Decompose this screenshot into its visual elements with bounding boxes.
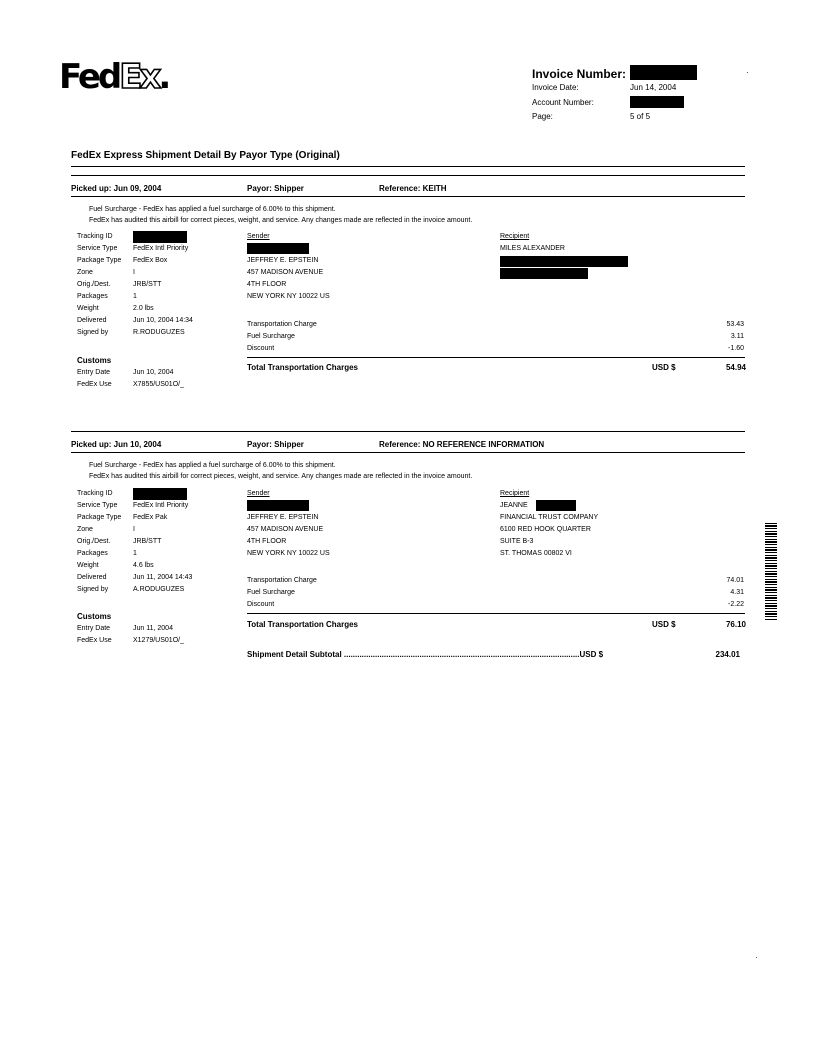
title-rule: [71, 166, 745, 167]
shipment-1-note-fuel: Fuel Surcharge - FedEx has applied a fuel surcharge of 6.00% to this shipment.: [89, 206, 336, 213]
weight-value: 4.6 lbs: [133, 562, 154, 569]
package-type-value: FedEx Pak: [133, 514, 168, 521]
shipment-2-payor: Payor: Shipper: [247, 440, 304, 449]
label-transportation-charge: Transportation Charge: [247, 321, 317, 328]
entry-date-value: Jun 10, 2004: [133, 369, 174, 376]
fuel-surcharge-value: 4.31: [730, 589, 744, 596]
label-signed-by: Signed by: [77, 329, 109, 336]
discount-value: -1.60: [728, 345, 744, 352]
total-currency: USD $: [652, 363, 676, 372]
service-type-value: FedEx Intl Priority: [133, 502, 189, 509]
shipment-1-header-rule: [71, 196, 745, 197]
fedex-use-value: X1279/US01O/_: [133, 637, 184, 644]
fuel-surcharge-value: 3.11: [730, 333, 744, 340]
shipment-2-reference: Reference: NO REFERENCE INFORMATION: [379, 440, 545, 449]
transportation-charge-value: 53.43: [726, 321, 744, 328]
signed-by-value: R.RODUGUZES: [133, 329, 185, 336]
sender-line-2: 457 MADISON AVENUE: [247, 269, 324, 276]
account-number-redaction: [630, 96, 684, 108]
label-delivered: Delivered: [77, 574, 107, 581]
logo-ex: Ex: [119, 57, 159, 97]
label-transportation-charge: Transportation Charge: [247, 577, 317, 584]
sender-line-3: 4TH FLOOR: [247, 538, 287, 545]
fedex-use-value: X7855/US01O/_: [133, 381, 184, 388]
sender-line-4: NEW YORK NY 10022 US: [247, 550, 330, 557]
label-discount: Discount: [247, 601, 275, 608]
logo-dot: .: [158, 57, 169, 97]
stray-mark-bottom: ·: [755, 953, 758, 962]
tracking-id-redaction: [133, 231, 187, 243]
transportation-charge-value: 74.01: [726, 577, 744, 584]
recipient-line-5: ST. THOMAS 00802 VI: [500, 550, 572, 557]
recipient-line-2: FINANCIAL TRUST COMPANY: [500, 514, 599, 521]
shipment-2-top-rule: [71, 431, 745, 432]
service-type-value: FedEx Intl Priority: [133, 245, 189, 252]
label-delivered: Delivered: [77, 317, 107, 324]
shipment-2-picked-up: Picked up: Jun 10, 2004: [71, 440, 162, 449]
label-signed-by: Signed by: [77, 586, 109, 593]
label-weight: Weight: [77, 562, 99, 569]
label-recipient: Recipient: [500, 490, 530, 497]
invoice-date-label: Invoice Date:: [532, 83, 579, 92]
label-total-charges: Total Transportation Charges: [247, 363, 358, 372]
label-orig-dest: Orig./Dest.: [77, 281, 111, 288]
label-orig-dest: Orig./Dest.: [77, 538, 111, 545]
charges-rule: [247, 613, 745, 614]
orig-dest-value: JRB/STT: [133, 281, 162, 288]
shipment-1-reference: Reference: KEITH: [379, 184, 447, 193]
packages-value: 1: [133, 550, 137, 557]
subtotal-value: 234.01: [715, 650, 740, 659]
sender-line-1: JEFFREY E. EPSTEIN: [247, 514, 319, 521]
shipment-2-header-rule: [71, 452, 745, 453]
label-total-charges: Total Transportation Charges: [247, 620, 358, 629]
shipment-1-note-audit: FedEx has audited this airbill for correct pieces, weight, and service. Any changes made are reflected in the invoice amount.: [89, 217, 473, 224]
label-zone: Zone: [77, 526, 93, 533]
recipient-redaction-1: [500, 256, 628, 267]
label-fuel-surcharge: Fuel Surcharge: [247, 589, 295, 596]
invoice-date-value: Jun 14, 2004: [630, 83, 677, 92]
label-discount: Discount: [247, 345, 275, 352]
label-fedex-use: FedEx Use: [77, 637, 112, 644]
label-sender: Sender: [247, 490, 270, 497]
total-currency: USD $: [652, 620, 676, 629]
invoice-number-redaction: [630, 65, 697, 80]
logo-fed: Fed: [59, 57, 120, 97]
recipient-line-4: SUITE B-3: [500, 538, 534, 545]
label-fuel-surcharge: Fuel Surcharge: [247, 333, 295, 340]
zone-value: I: [133, 526, 135, 533]
recipient-line-1: JEANNE: [500, 502, 528, 509]
shipment-2-note-audit: FedEx has audited this airbill for correct pieces, weight, and service. Any changes made are reflected in the invoice amount.: [89, 473, 473, 480]
sender-name-redaction: [247, 243, 309, 254]
label-packages: Packages: [77, 293, 108, 300]
signed-by-value: A.RODUGUZES: [133, 586, 185, 593]
label-tracking-id: Tracking ID: [77, 233, 113, 240]
charges-rule: [247, 357, 745, 358]
account-number-label: Account Number:: [532, 98, 594, 107]
section-title: FedEx Express Shipment Detail By Payor Type (Original): [71, 150, 340, 161]
discount-value: -2.22: [728, 601, 744, 608]
label-recipient: Recipient: [500, 233, 530, 240]
total-value: 76.10: [725, 620, 746, 629]
label-customs: Customs: [77, 612, 112, 621]
label-entry-date: Entry Date: [77, 625, 111, 632]
page-value: 5 of 5: [630, 112, 651, 121]
zone-value: I: [133, 269, 135, 276]
label-package-type: Package Type: [77, 514, 122, 521]
label-tracking-id: Tracking ID: [77, 490, 113, 497]
shipment-1-picked-up: Picked up: Jun 09, 2004: [71, 184, 162, 193]
subtotal-label: Shipment Detail Subtotal ..........................................................................................................USD $: [247, 650, 604, 659]
label-entry-date: Entry Date: [77, 369, 111, 376]
label-package-type: Package Type: [77, 257, 122, 264]
label-packages: Packages: [77, 550, 108, 557]
label-fedex-use: FedEx Use: [77, 381, 112, 388]
shipment-1-payor: Payor: Shipper: [247, 184, 304, 193]
stray-mark: ·: [746, 68, 749, 77]
entry-date-value: Jun 11, 2004: [133, 625, 173, 632]
label-sender: Sender: [247, 233, 270, 240]
packages-value: 1: [133, 293, 137, 300]
page-label: Page:: [532, 112, 553, 121]
total-value: 54.94: [725, 363, 746, 372]
tracking-id-redaction: [133, 488, 187, 500]
fedex-logo: [59, 57, 169, 97]
delivered-value: Jun 10, 2004 14:34: [133, 317, 193, 324]
shipment-1-top-rule: [71, 175, 745, 176]
label-weight: Weight: [77, 305, 99, 312]
weight-value: 2.0 lbs: [133, 305, 154, 312]
sender-line-3: 4TH FLOOR: [247, 281, 287, 288]
recipient-name-redaction: [536, 500, 576, 511]
sender-line-2: 457 MADISON AVENUE: [247, 526, 324, 533]
label-customs: Customs: [77, 356, 112, 365]
recipient-line-3: 6100 RED HOOK QUARTER: [500, 526, 591, 533]
side-barcode: [765, 523, 777, 620]
sender-line-4: NEW YORK NY 10022 US: [247, 293, 330, 300]
label-service-type: Service Type: [77, 502, 118, 509]
sender-line-1: JEFFREY E. EPSTEIN: [247, 257, 319, 264]
orig-dest-value: JRB/STT: [133, 538, 162, 545]
shipment-2-note-fuel: Fuel Surcharge - FedEx has applied a fuel surcharge of 6.00% to this shipment.: [89, 462, 336, 469]
sender-name-redaction: [247, 500, 309, 511]
delivered-value: Jun 11, 2004 14:43: [133, 574, 193, 581]
recipient-redaction-2: [500, 268, 588, 279]
invoice-number-label: Invoice Number:: [532, 67, 627, 81]
recipient-line-1: MILES ALEXANDER: [500, 245, 565, 252]
package-type-value: FedEx Box: [133, 257, 168, 264]
label-zone: Zone: [77, 269, 93, 276]
label-service-type: Service Type: [77, 245, 118, 252]
